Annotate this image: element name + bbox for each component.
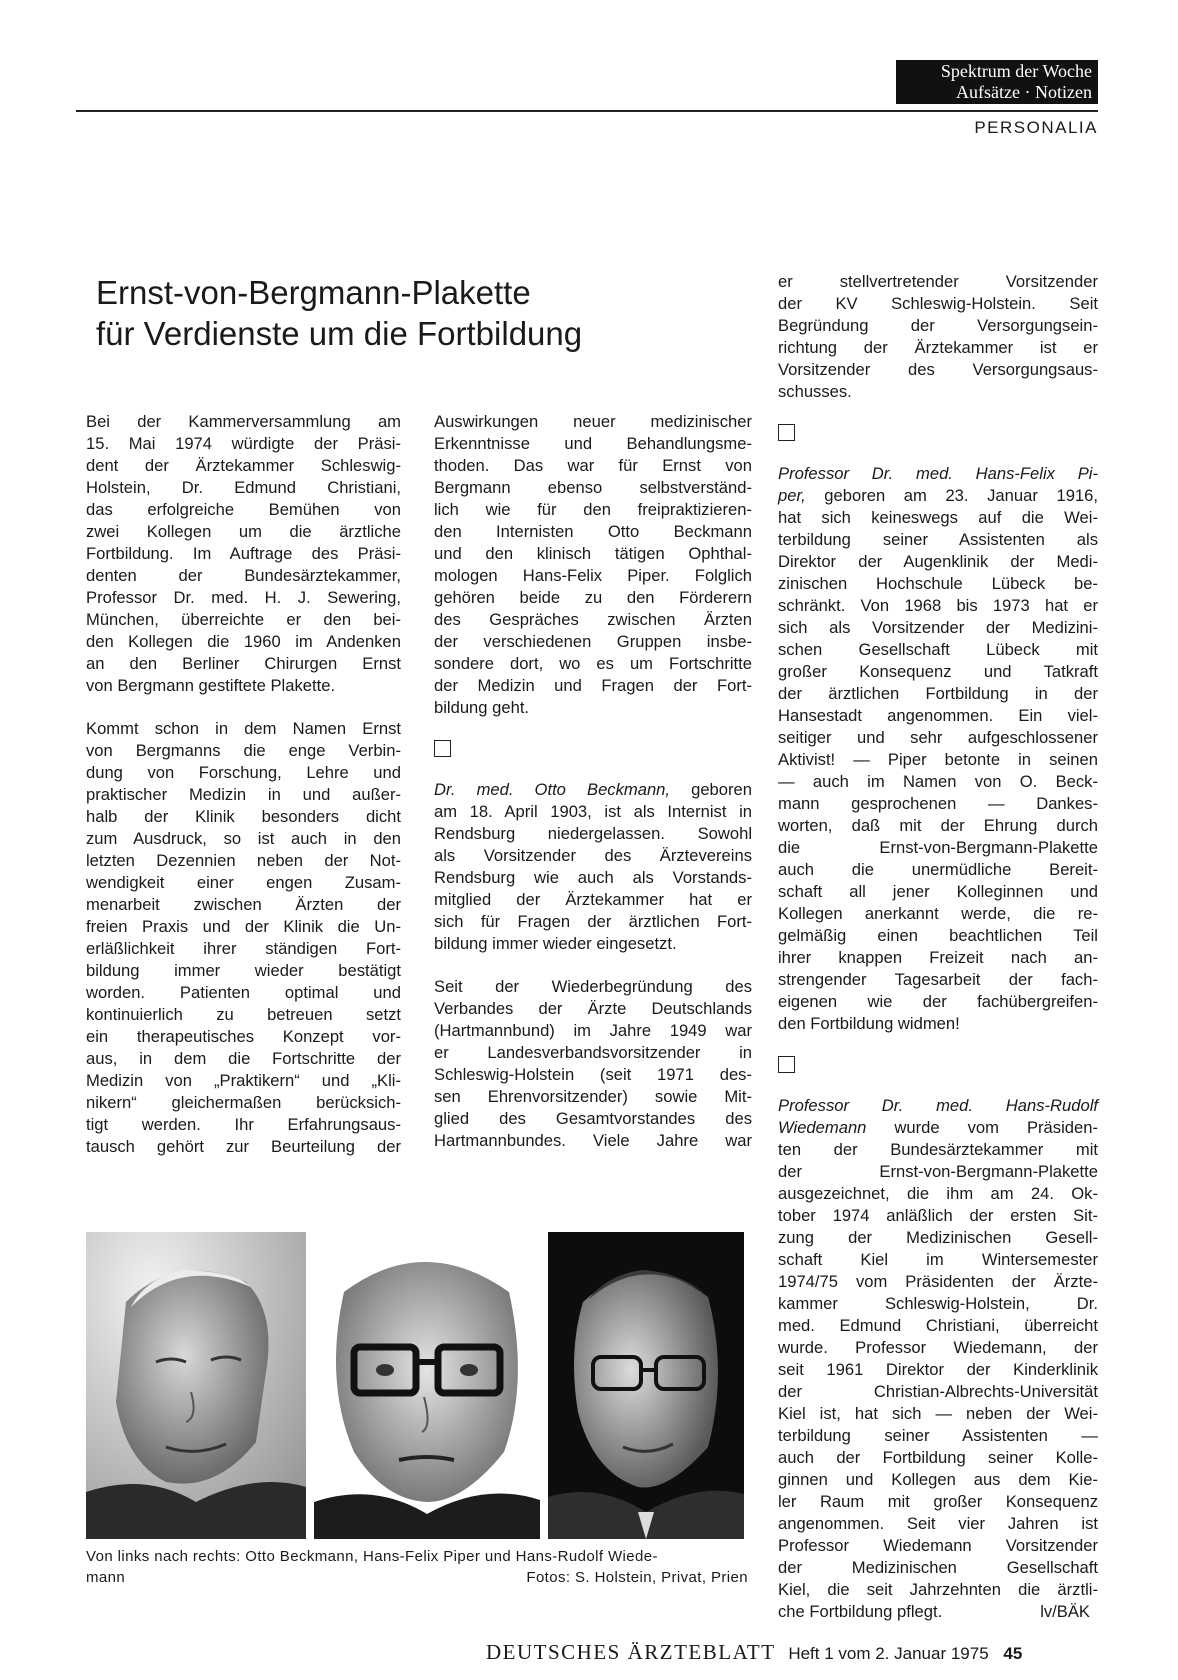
- text-line: schränkt. Von 1968 bis 1973 hat er: [778, 596, 1098, 615]
- text-line: (Hartmannbund) im Jahre 1949 war: [434, 1021, 752, 1040]
- text-fragment: che Fortbildung pflegt.: [778, 1602, 943, 1621]
- column-1: [86, 411, 401, 1179]
- text-line: an den Berliner Chirurgen Ernst: [86, 654, 401, 673]
- text-line: den Kollegen die 1960 im Andenken: [86, 632, 401, 651]
- person-name: Wiedemann: [778, 1118, 867, 1137]
- text-line: med. Edmund Christiani, überreicht: [778, 1316, 1098, 1335]
- text-line: richtung der Ärztekammer ist er: [778, 338, 1098, 357]
- section-label: Spektrum der Woche: [940, 61, 1092, 81]
- text-line: worden. Patienten optimal und: [86, 983, 401, 1002]
- text-line: terbildung seiner Assistenten —: [778, 1426, 1098, 1445]
- text-line: schaft all jener Kolleginnen und: [778, 882, 1098, 901]
- text-line: Vorsitzender des Versorgungsaus-: [778, 360, 1098, 379]
- text-line: lich wie für den freipraktizieren-: [434, 500, 752, 519]
- text-line: Begründung der Versorgungsein-: [778, 316, 1098, 335]
- text-line: auch der Fortbildung seiner Kolle-: [778, 1448, 1098, 1467]
- text-line: des Gespräches zwischen Ärzten: [434, 610, 752, 629]
- text-line: dent der Ärztekammer Schleswig-: [86, 456, 401, 475]
- text-line: [778, 463, 1098, 485]
- section-sublabel: Aufsätze · Notizen: [956, 82, 1092, 102]
- text-line: halb der Klinik besonders dicht: [86, 807, 401, 826]
- text-line: Kiel ist, hat sich — neben der Wei-: [778, 1404, 1098, 1423]
- text-line: letzten Dezennien neben der Not-: [86, 851, 401, 870]
- text-line: als Vorsitzender des Ärztevereins: [434, 846, 752, 865]
- journal-name: DEUTSCHES ÄRZTEBLATT: [486, 1640, 776, 1664]
- text-line: dung von Forschung, Lehre und: [86, 763, 401, 782]
- text-line: denten der Bundesärztekammer,: [86, 566, 401, 585]
- text-line: sich für Fragen der ärztlichen Fort-: [434, 912, 752, 931]
- text-line: bildung immer wieder bestätigt: [86, 961, 401, 980]
- caption-text: Von links nach rechts: Otto Beckmann, Hans-Felix Piper und Hans-Rudolf Wiede-: [86, 1548, 658, 1565]
- caption-line: [86, 1546, 748, 1567]
- text-line: Verbandes der Ärzte Deutschlands: [434, 999, 752, 1018]
- text-line: gelmäßig einen beachtlichen Teil: [778, 926, 1098, 945]
- text-fragment: wurde vom Präsiden-: [866, 1118, 1098, 1137]
- text-line: Hansestadt angenommen. Ein viel-: [778, 706, 1098, 725]
- person-name: Dr. med. Otto Beckmann,: [434, 780, 671, 799]
- text-line: Medizin von „Praktikern“ und „Kli-: [86, 1071, 401, 1090]
- text-line: den Fortbildung widmen!: [778, 1014, 960, 1033]
- text-line: Rendsburg wie auch als Vorstands-: [434, 868, 752, 887]
- text-line: der Ernst-von-Bergmann-Plakette: [778, 1162, 1098, 1181]
- text-line: ler Raum mit großer Konsequenz: [778, 1492, 1098, 1511]
- text-line: [778, 1095, 1098, 1117]
- text-line: [434, 779, 752, 801]
- person-name: Professor Dr. med. Hans-Felix Pi-: [778, 464, 1098, 483]
- text-line: schaft Kiel im Wintersemester: [778, 1250, 1098, 1269]
- text-line: bildung immer wieder eingesetzt.: [434, 934, 677, 953]
- text-line: tober 1974 anläßlich der ersten Sit-: [778, 1206, 1098, 1225]
- text-line: Holstein, Dr. Edmund Christiani,: [86, 478, 401, 497]
- text-line: menarbeit zwischen Ärzten der: [86, 895, 401, 914]
- text-line: er stellvertretender Vorsitzender: [778, 272, 1098, 291]
- text-line: tausch gehört zur Beurteilung der: [86, 1137, 401, 1156]
- text-line: Auswirkungen neuer medizinischer: [434, 412, 752, 431]
- col3-paragraph-piper: [778, 463, 1098, 1035]
- text-line: bildung geht.: [434, 698, 530, 717]
- photo-credit: Fotos: S. Holstein, Privat, Prien: [526, 1569, 748, 1586]
- page-number: 45: [1003, 1644, 1023, 1663]
- text-line: mologen Hans-Felix Piper. Folglich: [434, 566, 752, 585]
- col2-paragraph-beckmann: [434, 779, 752, 955]
- text-line: der KV Schleswig-Holstein. Seit: [778, 294, 1098, 313]
- text-line: den Internisten Otto Beckmann: [434, 522, 752, 541]
- text-line: Bei der Kammerversammlung am: [86, 412, 401, 431]
- text-line: der Medizinischen Gesellschaft: [778, 1558, 1098, 1577]
- text-line: praktischer Medizin in und außer-: [86, 785, 401, 804]
- text-line: Seit der Wiederbegründung des: [434, 977, 752, 996]
- text-line: zinischen Hochschule Lübeck be-: [778, 574, 1098, 593]
- text-line: wendigkeit einer engen Zusam-: [86, 873, 401, 892]
- text-line: nikern“ gleichermaßen berücksich-: [86, 1093, 401, 1112]
- caption-text: mann: [86, 1569, 126, 1586]
- section-separator-box: [434, 740, 451, 757]
- text-line: wurde. Professor Wiedemann, der: [778, 1338, 1098, 1357]
- text-line: tigt werden. Ihr Erfahrungsaus-: [86, 1115, 401, 1134]
- text-line: zwei Kollegen um die ärztliche: [86, 522, 401, 541]
- photo-hans-felix-piper: [314, 1232, 540, 1539]
- text-line: sen Ehrenvorsitzender) sowie Mit-: [434, 1087, 752, 1106]
- text-line: eigenen wie der fachübergreifen-: [778, 992, 1098, 1011]
- text-line: zung der Medizinischen Gesell-: [778, 1228, 1098, 1247]
- text-line: hat sich keineswegs auf die Wei-: [778, 508, 1098, 527]
- text-line: 15. Mai 1974 würdigte der Präsi-: [86, 434, 401, 453]
- text-line: angenommen. Seit vier Jahren ist: [778, 1514, 1098, 1533]
- text-line: schusses.: [778, 382, 852, 401]
- person-name: Professor Dr. med. Hans-Rudolf: [778, 1096, 1098, 1115]
- text-line: der verschiedenen Gruppen insbe-: [434, 632, 752, 651]
- text-line: 1974/75 vom Präsidenten der Ärzte-: [778, 1272, 1098, 1291]
- text-line: Kiel, die seit Jahrzehnten die ärztli-: [778, 1580, 1098, 1599]
- text-line: Fortbildung. Im Auftrage des Präsi-: [86, 544, 401, 563]
- text-line: der Christian-Albrechts-Universität: [778, 1382, 1098, 1401]
- text-line: glied des Gesamtvorstandes des: [434, 1109, 752, 1128]
- text-line: von Bergmanns die enge Verbin-: [86, 741, 401, 760]
- photo-hans-rudolf-wiedemann: [548, 1232, 744, 1539]
- text-line: und den klinisch tätigen Ophthal-: [434, 544, 752, 563]
- col3-paragraph-1: [778, 271, 1098, 403]
- text-line: der ärztlichen Fortbildung in der: [778, 684, 1098, 703]
- text-line: [778, 1601, 1098, 1623]
- person-name: per,: [778, 486, 806, 505]
- text-line: auch die unermüdliche Bereit-: [778, 860, 1098, 879]
- column-3: [778, 271, 1098, 1644]
- section-separator-box: [778, 424, 795, 441]
- text-line: ein therapeutisches Konzept vor-: [86, 1027, 401, 1046]
- text-line: worten, daß mit der Ehrung durch: [778, 816, 1098, 835]
- text-line: von Bergmann gestiftete Plakette.: [86, 676, 336, 695]
- text-line: Direktor der Augenklinik der Medi-: [778, 552, 1098, 571]
- issue-info: Heft 1 vom 2. Januar 1975: [788, 1644, 989, 1663]
- text-line: zum Ausdruck, so ist auch in den: [86, 829, 401, 848]
- col1-paragraph-1: [86, 411, 401, 697]
- text-line: die Ernst-von-Bergmann-Plakette: [778, 838, 1098, 857]
- text-line: kontinuierlich zu betreuen setzt: [86, 1005, 401, 1024]
- text-line: München, überreichte er den bei-: [86, 610, 401, 629]
- text-line: Kommt schon in dem Namen Ernst: [86, 719, 401, 738]
- text-line: ihrer knappen Freizeit nach an-: [778, 948, 1098, 967]
- section-separator-box: [778, 1056, 795, 1073]
- text-line: [778, 1117, 1098, 1139]
- text-line: gehören beide zu den Förderern: [434, 588, 752, 607]
- text-line: Professor Dr. med. H. J. Sewering,: [86, 588, 401, 607]
- text-line: großer Konsequenz und Tatkraft: [778, 662, 1098, 681]
- text-line: ausgezeichnet, die ihm am 24. Ok-: [778, 1184, 1098, 1203]
- text-line: seit 1961 Direktor der Kinderklinik: [778, 1360, 1098, 1379]
- text-line: Professor Wiedemann Vorsitzender: [778, 1536, 1098, 1555]
- text-line: Schleswig-Holstein (seit 1971 des-: [434, 1065, 752, 1084]
- caption-line: [86, 1567, 748, 1588]
- text-line: Rendsburg niedergelassen. Sowohl: [434, 824, 752, 843]
- text-line: Aktivist! — Piper betonte in seinen: [778, 750, 1098, 769]
- text-line: freien Praxis und der Klinik die Un-: [86, 917, 401, 936]
- text-line: mann gesprochenen — Dankes-: [778, 794, 1098, 813]
- photo-caption: [86, 1546, 748, 1588]
- col3-paragraph-wiedemann: [778, 1095, 1098, 1623]
- text-line: terbildung seiner Assistenten als: [778, 530, 1098, 549]
- text-line: seitiger und sehr aufgeschlossener: [778, 728, 1098, 747]
- text-fragment: geboren am 23. Januar 1916,: [805, 486, 1098, 505]
- text-line: sich als Vorsitzender der Medizini-: [778, 618, 1098, 637]
- col2-paragraph-1: [434, 411, 752, 719]
- text-line: schen Gesellschaft Lübeck mit: [778, 640, 1098, 659]
- text-line: ginnen und Kollegen aus dem Kie-: [778, 1470, 1098, 1489]
- text-line: strengender Tagesarbeit der fach-: [778, 970, 1098, 989]
- text-fragment: geboren: [670, 780, 752, 799]
- text-line: kammer Schleswig-Holstein, Dr.: [778, 1294, 1098, 1313]
- text-line: Hartmannbundes. Viele Jahre war: [434, 1131, 752, 1150]
- text-line: mitglied der Ärztekammer hat er: [434, 890, 752, 909]
- title-line-2: für Verdienste um die Fortbildung: [96, 315, 583, 352]
- text-line: thoden. Das war für Ernst von: [434, 456, 752, 475]
- header-rule: [76, 110, 1098, 112]
- text-line: — auch im Namen von O. Beck-: [778, 772, 1098, 791]
- text-line: das erfolgreiche Bemühen von: [86, 500, 401, 519]
- author-signature: lv/BÄK: [1040, 1602, 1090, 1621]
- text-line: Bergmann ebenso selbstverständ-: [434, 478, 752, 497]
- text-line: am 18. April 1903, ist als Internist in: [434, 802, 752, 821]
- rubric-label: PERSONALIA: [974, 118, 1098, 137]
- text-line: Erkenntnisse und Behandlungsme-: [434, 434, 752, 453]
- col2-paragraph-3: [434, 976, 752, 1152]
- page-footer: [486, 1640, 1022, 1665]
- photo-otto-beckmann: [86, 1232, 306, 1539]
- text-line: Kollegen anerkannt werde, die re-: [778, 904, 1098, 923]
- column-2: [434, 411, 752, 1173]
- text-line: sondere dort, wo es um Fortschritte: [434, 654, 752, 673]
- section-badge: [896, 60, 1098, 104]
- text-line: er Landesverbandsvorsitzender in: [434, 1043, 752, 1062]
- title-line-1: Ernst-von-Bergmann-Plakette: [96, 274, 531, 311]
- text-line: [778, 485, 1098, 507]
- text-line: aus, in dem die Fortschritte der: [86, 1049, 401, 1068]
- text-line: ten der Bundesärztekammer mit: [778, 1140, 1098, 1159]
- col1-paragraph-2: [86, 718, 401, 1158]
- text-line: erläßlichkeit ihrer ständigen Fort-: [86, 939, 401, 958]
- text-line: der Medizin und Fragen der Fort-: [434, 676, 752, 695]
- article-title: [96, 272, 736, 354]
